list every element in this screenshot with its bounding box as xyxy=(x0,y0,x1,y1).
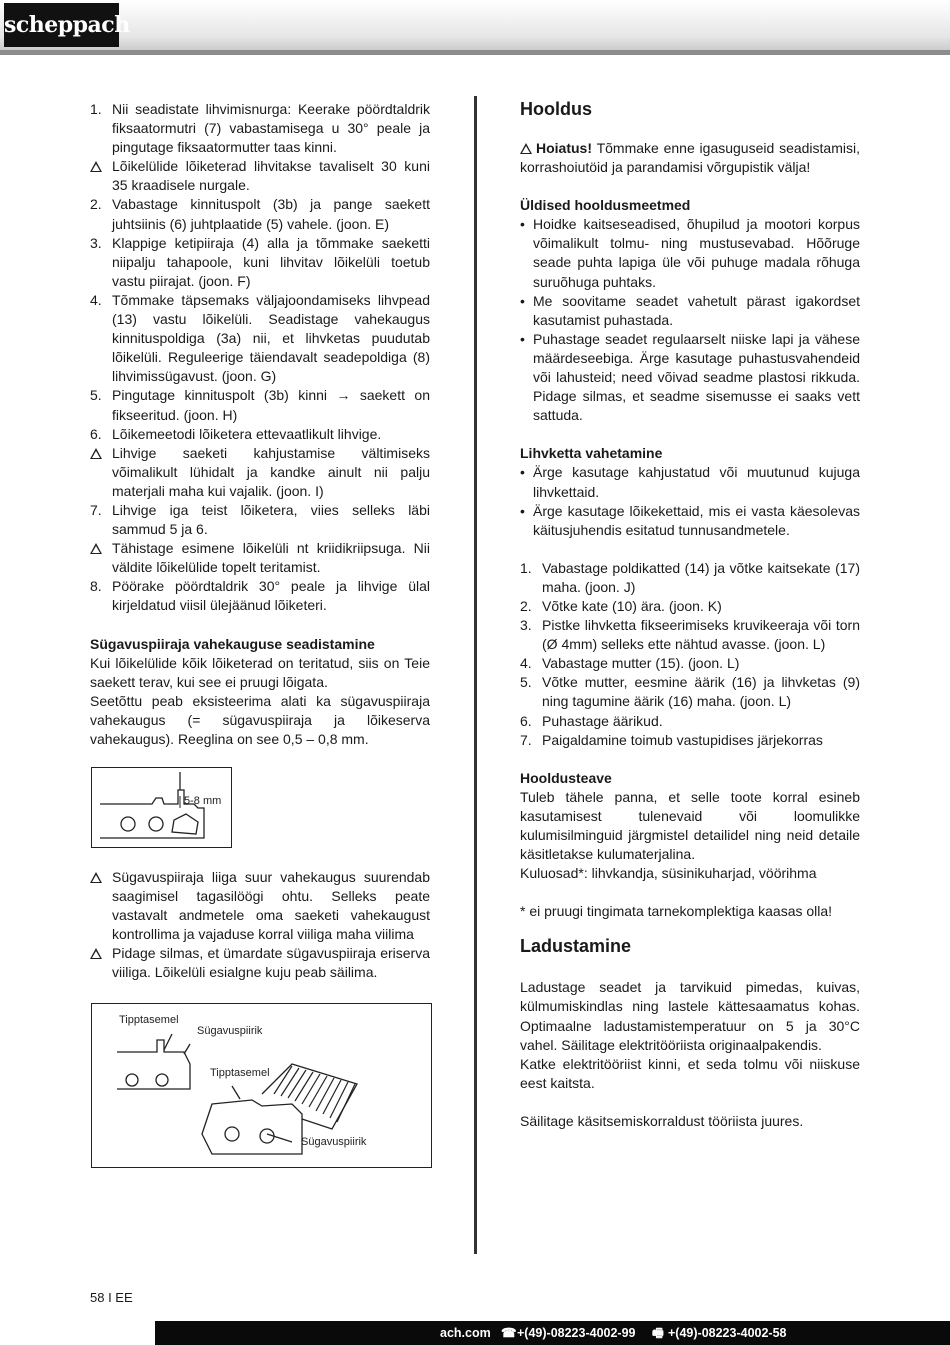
footer-fax: +(49)-08223-4002-58 xyxy=(668,1326,787,1340)
general-list xyxy=(520,215,860,425)
warning-item: Sügavuspiiraja liiga suur vahekaugus suurendab saagimisel tagasilöögi ohtu. Selleks peate vastavalt andmetele oma saeketi vahekaugust kontrollima ja vajaduse korral viiliga maha viilima xyxy=(90,868,430,944)
list-item: 4. Vabastage mutter (15). (joon. L) xyxy=(520,655,740,672)
left-column xyxy=(90,100,430,749)
page-header xyxy=(0,0,950,52)
warning-icon xyxy=(90,948,102,959)
list-item: Tähistage esimene lõikelüli nt kriidikriipsuga. Nii väldite lõikelülide topelt teritamist. xyxy=(90,539,430,577)
list-item: 2. Vabastage kinnituspolt (3b) ja pange saekett juhtsiinis (6) juhtplaatide (5) vahele. (joon. E) xyxy=(90,196,430,232)
warning-icon xyxy=(90,448,102,459)
warning-icon xyxy=(90,161,102,172)
list-item: 1. Vabastage poldikatted (14) ja võtke kaitsekate (17) maha. (joon. J) xyxy=(520,559,860,595)
fax-icon: 🖷 xyxy=(652,1326,664,1340)
header-rule xyxy=(0,50,950,55)
right-column xyxy=(520,98,860,1131)
footer-contact-bar xyxy=(155,1321,950,1345)
storage-paragraph-3: Säilitage käsitsemiskorraldust tööriista juures. xyxy=(520,1112,804,1129)
depth-gap-label: 5-8 mm xyxy=(184,795,222,807)
depth-paragraph-1: Kui lõikelülide kõik lõiketerad on teritatud, siis on Teie saekett terav, kui see ei pruugi lõigata. xyxy=(90,654,430,690)
depth-gauge-figure xyxy=(91,767,232,848)
list-item: 1. Nii seadistate lihvimisnurga: Keerake pöördtaldrik fiksaatormutri (7) vabastamisega u 30° peale ja pingutage fiksaatormutter taas kinni. xyxy=(90,101,430,156)
maintenance-heading: Hooldus xyxy=(520,99,592,119)
storage-paragraph-2: Katke elektritööriist kinni, et seda tolmu või niiskuse eest kaitsta. xyxy=(520,1055,860,1091)
storage-paragraph-1: Ladustage seadet ja tarvikuid pimedas, kuivas, külmumiskindlas ning lastele kättesaamatus kohas. Optimaalne ladustamistemperatuur on 5 ja 30°C vahel. Säilitage elektritööriista originaalpakendis. xyxy=(520,979,860,1053)
list-item: 7. Paigaldamine toimub vastupidises järjekorras xyxy=(520,731,823,748)
service-paragraph-1: Tuleb tähele panna, et selle toote korral esineb kasutamisest tulenevaid või loomulikke kulumisilminguid järgmistel detailidel ning neid detaile käsitletakse kulumaterjalina. xyxy=(520,788,860,863)
column-divider xyxy=(474,96,477,1254)
sharpening-steps xyxy=(90,100,430,616)
depth-label-2: Sügavuspiirik xyxy=(301,1136,367,1148)
list-item: 8. Pöörake pöördtaldrik 30° peale ja lihvige ülal kirjeldatud viisil ülejäänud lõiketeri. xyxy=(90,578,430,614)
storage-heading: Ladustamine xyxy=(520,936,632,957)
disc-steps xyxy=(520,559,860,750)
depth-paragraph-2: Seetõttu peab eksisteerima alati ka sügavuspiiraja vahekaugus (= sügavuspiiraja ja lõikeserva vahekaugus). Reeglina on see 0,5 – 0,8 mm. xyxy=(90,692,430,747)
page-number: 58 I EE xyxy=(90,1290,133,1305)
service-heading: Hooldusteave xyxy=(520,769,612,786)
service-paragraph-2: Kuluosad*: lihvkandja, süsinikuharjad, vöörihma xyxy=(520,865,817,882)
list-item: • Me soovitame seadet vahetult pärast igakordset kasutamist puhastada. xyxy=(520,292,860,328)
list-item: 5. Pingutage kinnituspolt (3b) kinni → saekett on fikseeritud. (joon. H) xyxy=(90,387,430,423)
list-item: 4. Tõmmake täpsemaks väljajoondamiseks lihvpead (13) vastu lõikelüli. Seadistage vahekaugus kinnituspoldiga (3a) nii, et lihvketas puudutab lõikelüli. Reguleerige täiendavalt seadepoldiga (8) lihvimissügavust. (joon. G) xyxy=(90,291,430,385)
list-item: 6. Puhastage äärikud. xyxy=(520,712,663,729)
service-paragraph-3: * ei pruugi tingimata tarnekomplektiga kaasas olla! xyxy=(520,903,833,920)
list-item: 6. Lõikemeetodi lõiketera ettevaatlikult lihvige. xyxy=(90,425,382,442)
warning-icon xyxy=(520,143,532,154)
depth-warnings xyxy=(90,868,430,983)
list-item: • Ärge kasutage lõikekettaid, mis ei vasta käesolevas käitusjuhendis esitatud tunnusandmetele. xyxy=(520,502,860,538)
list-item: 7. Lihvige iga teist lõiketera, viies selleks läbi sammud 5 ja 6. xyxy=(90,501,430,538)
tip-label-1: Tipptasemel xyxy=(119,1014,179,1026)
disc-list xyxy=(520,463,860,539)
list-item: 3. Klappige ketipiiraja (4) alla ja tõmmake saeketti niipalju tahapoole, kuni lihvitav lõikelüli toetub vastu piirajat. (joon. F) xyxy=(90,234,430,289)
chain-illustration xyxy=(91,1003,432,1168)
list-item: 3. Pistke lihvketta fikseerimiseks kruvikeeraja või torn (Ø 4mm) selleks ette nähtud avasse. (joon. L) xyxy=(520,617,860,653)
warning-icon xyxy=(90,543,102,554)
brand-logo: scheppach xyxy=(4,3,119,47)
warning-item: Pidage silmas, et ümardate sügavuspiiraja eriserva viiliga. Lõikelüli esialgne kuju peab säilima. xyxy=(90,944,430,982)
tip-label-2: Tipptasemel xyxy=(210,1067,270,1079)
list-item: Lõikelülide lõiketerad lihvitakse tavaliselt 30 kuni 35 kraadisele nurgale. xyxy=(90,157,430,195)
footer-phone: +(49)-08223-4002-99 xyxy=(517,1326,636,1340)
depth-heading: Sügavuspiiraja vahekauguse seadistamine xyxy=(90,635,375,652)
disc-heading: Lihvketta vahetamine xyxy=(520,445,663,462)
footer-website: ach.com xyxy=(440,1326,491,1340)
warning-icon xyxy=(90,872,102,883)
depth-label-1: Sügavuspiirik xyxy=(197,1025,263,1037)
general-heading: Üldised hooldusmeetmed xyxy=(520,197,691,214)
list-item: 5. Võtke mutter, eesmine äärik (16) ja lihvketas (9) ning tagumine äärik (16) maha. (joon. L) xyxy=(520,674,860,710)
maintenance-warning: Hoiatus! Tõmmake enne igasuguseid seadistamisi, korrashoiutöid ja parandamisi võrgupistik välja! xyxy=(520,140,860,176)
list-item: Lihvige saeketi kahjustamise vältimiseks võimalikult lühidalt ja kandke ainult nii palju materjali maha kui vajalik. (joon. I) xyxy=(90,444,430,501)
list-item: • Hoidke kaitseseadised, õhupilud ja mootori korpus võimalikult tolmu- ning mustusevabad. Hõõruge seade puhta lapiga üle või puhuge madala rõhuga suruõhuga puhtaks. xyxy=(520,216,860,290)
list-item: • Ärge kasutage kahjustatud või muutunud kujuga lihvkettaid. xyxy=(520,464,860,500)
list-item: 2. Võtke kate (10) ära. (joon. K) xyxy=(520,597,722,614)
phone-icon: ☎ xyxy=(501,1326,517,1340)
list-item: • Puhastage seadet regulaarselt niiske lapi ja vähese määrdeseebiga. Ärge kasutage puhastusvahendeid või lahusteid; need võivad seadme plastosi rikkuda. Pidage silmas, et seadme sisemusse ei saaks vett sattuda. xyxy=(520,330,860,424)
